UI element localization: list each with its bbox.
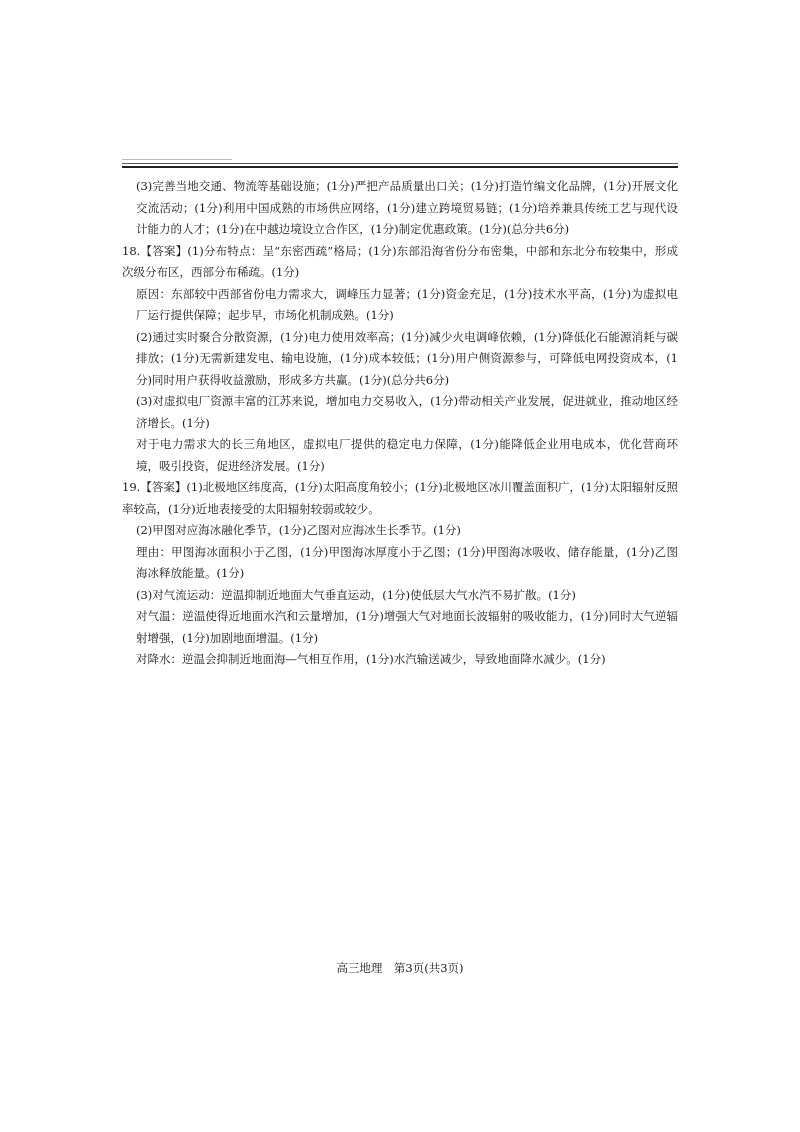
q19-answer-precipitation: 对降水：逆温会抑制近地面海—气相互作用，(1分)水汽输送减少，导致地面降水减少。(1分) (136, 652, 606, 666)
q19-part1-text: 【答案】(1)北极地区纬度高，(1分)太阳高度角较小；(1分)北极地区冰川覆盖面积广，(1分)太阳辐射反照率较高，(1分)近地表接受的太阳辐射较弱或较少。 (122, 480, 678, 516)
q18-answer-reason: 原因：东部较中西部省份电力需求大，调峰压力显著；(1分)资金充足，(1分)技术水平高，(1分)为虚拟电厂运行提供保障；起步早，市场化机制成熟。(1分) (136, 286, 678, 322)
q19-answer-part1 (122, 477, 678, 520)
q18-answer-part3b: 对于电力需求大的长三角地区，虚拟电厂提供的稳定电力保障，(1分)能降低企业用电成本，优化营商环境，吸引投资，促进经济发展。(1分) (136, 437, 678, 473)
q18-number: 18. (122, 243, 141, 258)
q18-part1-text: 【答案】(1)分布特点：呈“东密西疏”格局；(1分)东部沿海省份分布密集，中部和东北分布较集中，形成次级分布区，西部分布稀疏。(1分) (122, 243, 678, 279)
question-19 (122, 477, 678, 671)
q19-answer-part3: (3)对气流运动：逆温抑制近地面大气垂直运动，(1分)使低层大气水汽不易扩散。(1分) (136, 587, 576, 602)
q18-answer-part3: (3)对虚拟电厂资源丰富的江苏来说，增加电力交易收入，(1分)带动相关产业发展，促进就业，推动地区经济增长。(1分) (136, 394, 678, 430)
q19-number: 19. (122, 480, 141, 494)
page-footer: 高三地理 第3页(共3页) (336, 961, 464, 975)
q19-answer-part2: (2)甲图对应海冰融化季节，(1分)乙图对应海冰生长季节。(1分) (136, 523, 461, 537)
q18-answer-part1 (122, 241, 678, 284)
q17-part3-answer: (3)完善当地交通、物流等基础设施；(1分)严把产品质量出口关；(1分)打造竹编文化品牌，(1分)开展文化交流活动；(1分)利用中国成熟的市场供应网络，(1分)建立跨境贸易链；(1分)培养兼具传统工艺与现代设计能力的人才；(1分)在中越边境设立合作区，(1分)制定优惠政策。(1分)(总分共6分) (136, 179, 678, 236)
header-thick-rule (122, 166, 678, 168)
q19-answer-reason: 理由：甲图海冰面积小于乙图，(1分)甲图海冰厚度小于乙图；(1分)甲图海冰吸收、储存能量，(1分)乙图海冰释放能量。(1分) (136, 544, 678, 580)
answer-content (122, 176, 678, 671)
q18-answer-part2: (2)通过实时聚合分散资源，(1分)电力使用效率高；(1分)减少火电调峰依赖，(1分)降低化石能源消耗与碳排放；(1分)无需新建发电、输电设施，(1分)成本较低；(1分)用户侧资源参与，可降低电网投资成本，(1分)同时用户获得收益激励，形成多方共赢。(1分)(总分共6分) (136, 329, 678, 387)
header-faint-rule (122, 159, 232, 160)
q19-answer-temperature: 对气温：逆温使得近地面水汽和云量增加，(1分)增强大气对地面长波辐射的吸收能力，(1分)同时大气逆辐射增强，(1分)加剧地面增温。(1分) (136, 609, 678, 645)
question-18 (122, 241, 678, 478)
header-thin-rule (122, 163, 678, 164)
